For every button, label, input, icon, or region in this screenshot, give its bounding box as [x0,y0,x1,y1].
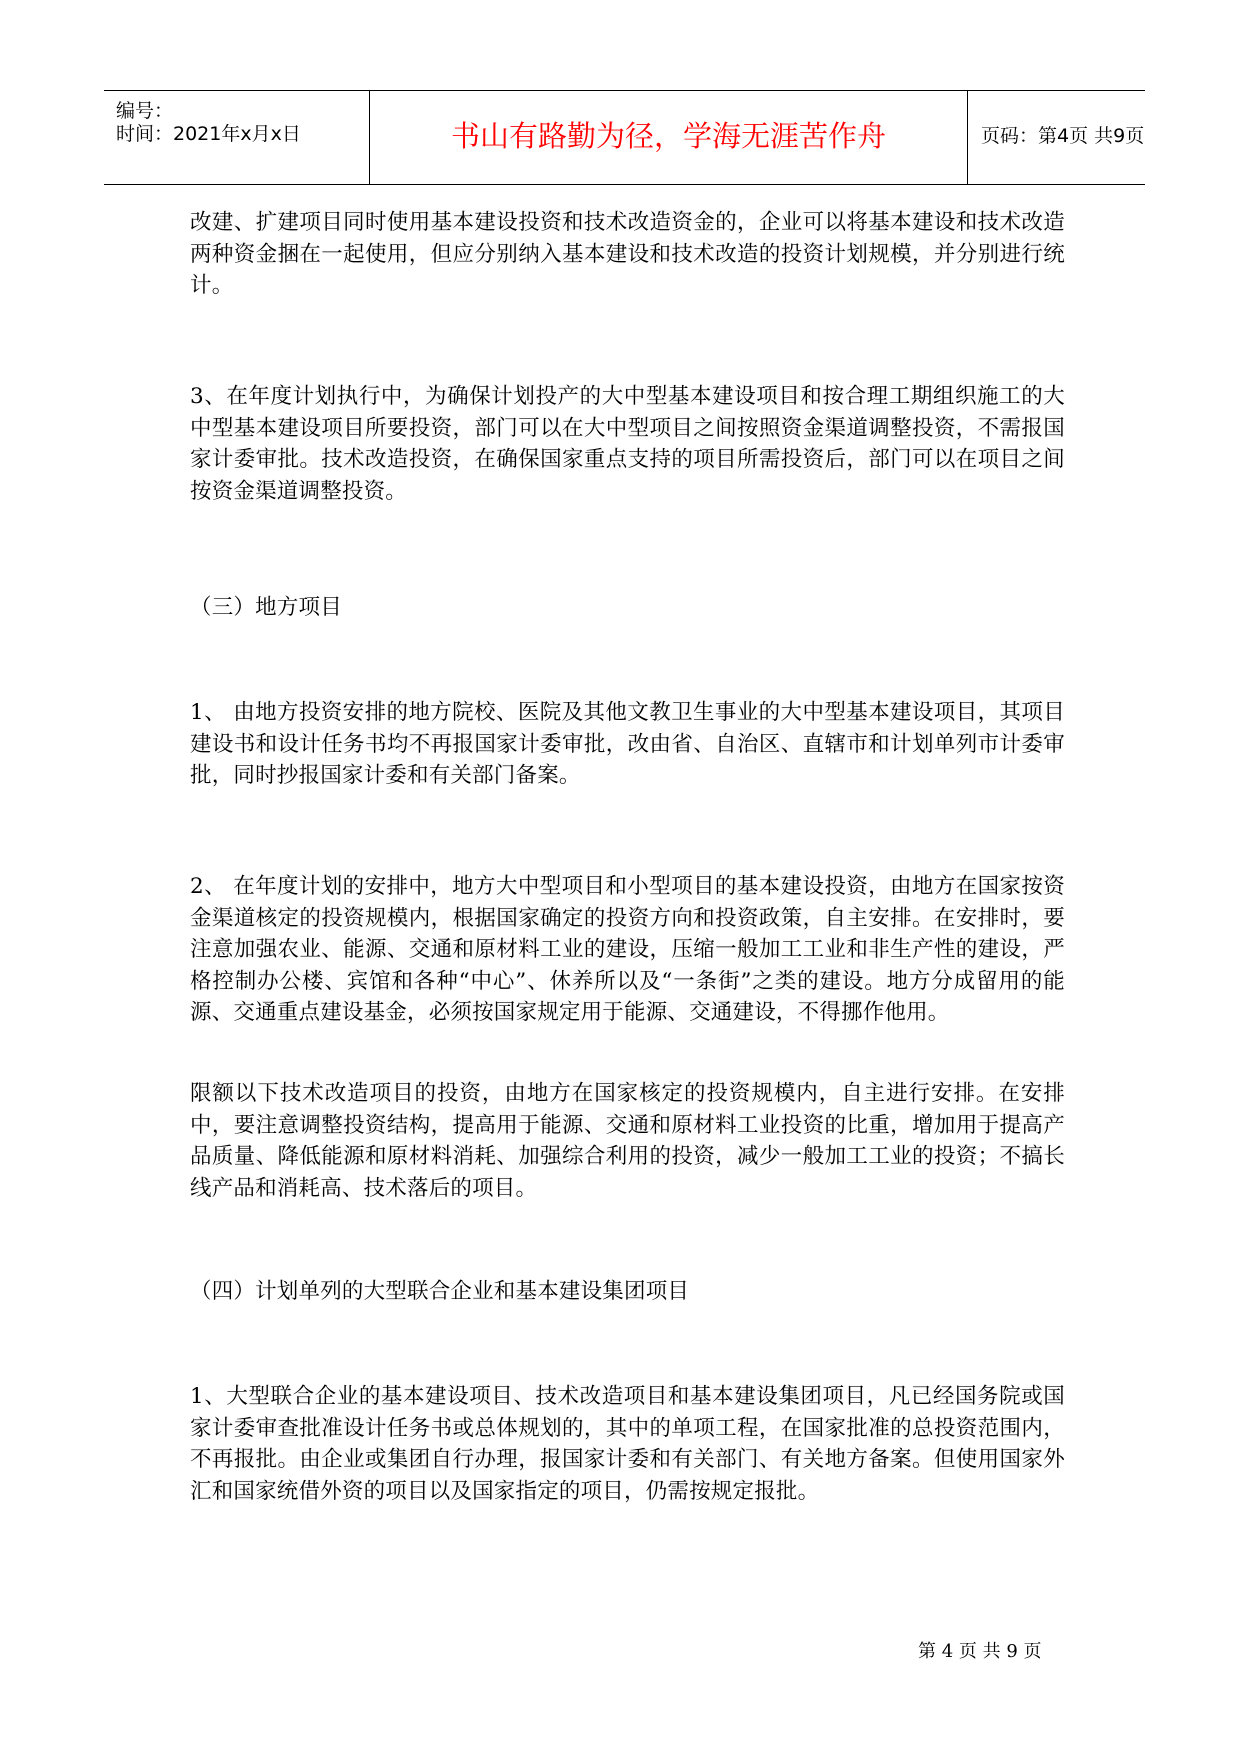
header-page-cell [968,91,1145,184]
document-number-label: 编号： [116,100,174,122]
body-paragraph: 1、 由地方投资安排的地方院校、医院及其他文教卫生事业的大中型基本建设项目，其项目建设书和设计任务书均不再报国家计委审批，改由省、自治区、直辖市和计划单列市计委审批，同时抄报国家计委和有关部门备案。 [190,700,1065,789]
body-paragraph: 2、 在年度计划的安排中，地方大中型项目和小型项目的基本建设投资，由地方在国家按资金渠道核定的投资规模内，根据国家确定的投资方向和投资政策，自主安排。在安排时，要注意加强农业、能源、交通和原材料工业的建设，压缩一般加工工业和非生产性的建设，严格控制办公楼、宾馆和各种“中心”、休养所以及“一条街”之类的建设。地方分成留用的能源、交通重点建设基金，必须按国家规定用于能源、交通建设，不得挪作他用。 [190,874,1065,1026]
body-paragraph: 限额以下技术改造项目的投资，由地方在国家核定的投资规模内，自主进行安排。在安排中，要注意调整投资结构，提高用于能源、交通和原材料工业投资的比重，增加用于提高产品质量、降低能源和原材料消耗、加强综合利用的投资，减少一般加工工业的投资；不搞长线产品和消耗高、技术落后的项目。 [190,1081,1065,1201]
header-info-cell [104,91,370,184]
section-heading: （三）地方项目 [190,595,342,620]
page-header [104,90,1145,185]
header-motto-cell [370,91,968,184]
header-page-number: 页码：第4页 共9页 [981,125,1145,147]
body-paragraph: 改建、扩建项目同时使用基本建设投资和技术改造资金的，企业可以将基本建设和技术改造两种资金捆在一起使用，但应分别纳入基本建设和技术改造的投资计划规模，并分别进行统计。 [190,210,1065,299]
header-motto: 书山有路勤为径，学海无涯苦作舟 [450,119,886,153]
section-heading: （四）计划单列的大型联合企业和基本建设集团项目 [190,1279,690,1304]
body-paragraph: 3、在年度计划执行中，为确保计划投产的大中型基本建设项目和按合理工期组织施工的大中型基本建设项目所要投资，部门可以在大中型项目之间按照资金渠道调整投资，不需报国家计委审批。技术改造投资，在确保国家重点支持的项目所需投资后，部门可以在项目之间按资金渠道调整投资。 [190,384,1065,504]
document-time-label: 时间：2021年x月x日 [116,123,301,145]
body-paragraph: 1、大型联合企业的基本建设项目、技术改造项目和基本建设集团项目，凡已经国务院或国家计委审查批准设计任务书或总体规划的，其中的单项工程，在国家批准的总投资范围内，不再报批。由企业或集团自行办理，报国家计委和有关部门、有关地方备案。但使用国家外汇和国家统借外资的项目以及国家指定的项目，仍需按规定报批。 [190,1384,1065,1504]
page-footer: 第 4 页 共 9 页 [918,1641,1042,1662]
